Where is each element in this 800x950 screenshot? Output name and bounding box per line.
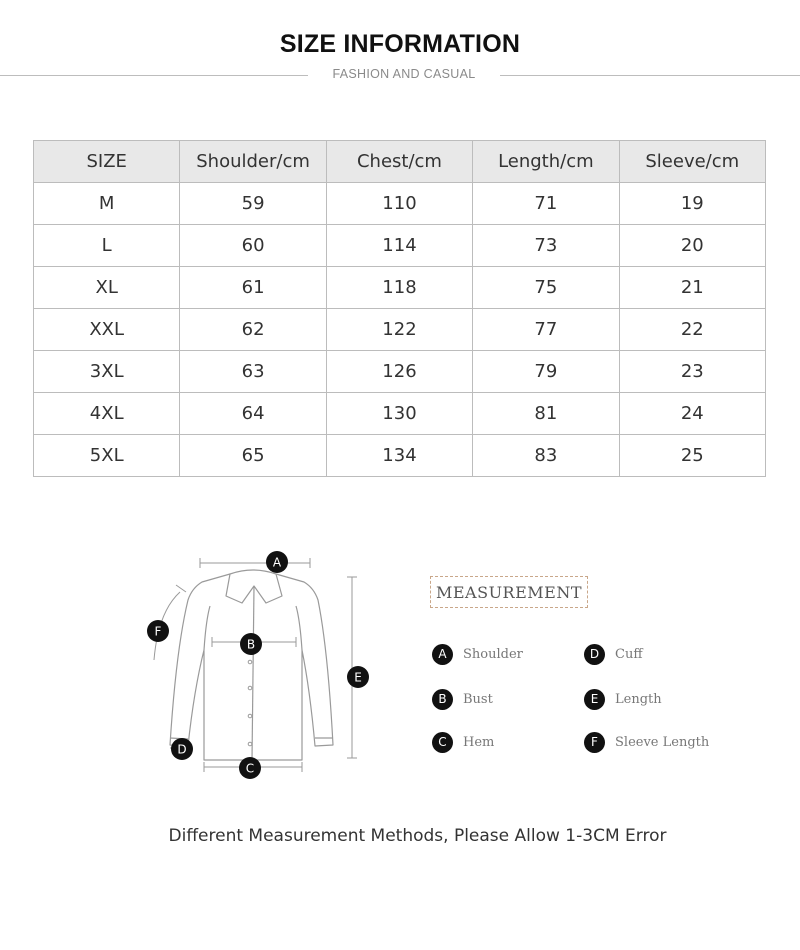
marker-a	[266, 551, 288, 573]
cell-shoulder: 62	[180, 309, 326, 351]
table-row	[34, 393, 766, 435]
svg-text:A: A	[272, 555, 282, 570]
marker-d	[171, 738, 193, 760]
measurement-error-note: Different Measurement Methods, Please Allow 1-3CM Error	[168, 826, 667, 846]
cell-sleeve: 22	[619, 309, 765, 351]
table-row	[34, 225, 766, 267]
cell-size: 3XL	[34, 351, 180, 393]
shirt-outline	[170, 570, 333, 760]
cell-sleeve: 19	[619, 183, 765, 225]
legend-item-cuff	[584, 643, 643, 665]
cell-size: M	[34, 183, 180, 225]
cell-length: 75	[473, 267, 619, 309]
measure-markers	[147, 551, 369, 779]
legend-marker-f: F	[584, 732, 605, 753]
cell-shoulder: 63	[180, 351, 326, 393]
legend-label-hem: Hem	[463, 734, 495, 750]
svg-text:C: C	[245, 761, 255, 776]
legend-label-sleeve-length: Sleeve Length	[615, 734, 710, 750]
cell-sleeve: 23	[619, 351, 765, 393]
cell-shoulder: 61	[180, 267, 326, 309]
cell-length: 71	[473, 183, 619, 225]
svg-text:F: F	[154, 624, 162, 639]
cell-size: L	[34, 225, 180, 267]
legend-label-length: Length	[615, 691, 662, 707]
legend-item-length	[584, 688, 662, 710]
legend-item-bust	[432, 688, 493, 710]
table-row	[34, 183, 766, 225]
cell-size: XXL	[34, 309, 180, 351]
cell-shoulder: 65	[180, 435, 326, 477]
table-row	[34, 267, 766, 309]
header-sleeve: Sleeve/cm	[619, 141, 765, 183]
header-size: SIZE	[34, 141, 180, 183]
page-title: SIZE INFORMATION	[279, 30, 521, 58]
legend-marker-c: C	[432, 732, 453, 753]
marker-f	[147, 620, 169, 642]
legend-label-cuff: Cuff	[615, 646, 643, 662]
shirt-measurement-diagram	[140, 540, 380, 790]
cell-sleeve: 20	[619, 225, 765, 267]
measurement-title: MEASUREMENT	[430, 576, 588, 608]
cell-chest: 122	[326, 309, 472, 351]
marker-e	[347, 666, 369, 688]
cell-sleeve: 21	[619, 267, 765, 309]
cell-chest: 130	[326, 393, 472, 435]
header-shoulder: Shoulder/cm	[180, 141, 326, 183]
marker-c	[239, 757, 261, 779]
cell-length: 79	[473, 351, 619, 393]
legend-marker-d: D	[584, 644, 605, 665]
cell-shoulder: 60	[180, 225, 326, 267]
legend-item-sleeve-length	[584, 731, 709, 753]
header-chest: Chest/cm	[326, 141, 472, 183]
cell-length: 77	[473, 309, 619, 351]
table-row	[34, 309, 766, 351]
legend-marker-b: B	[432, 689, 453, 710]
legend-marker-e: E	[584, 689, 605, 710]
cell-chest: 126	[326, 351, 472, 393]
table-header-row	[34, 141, 766, 183]
svg-text:E: E	[354, 670, 362, 685]
cell-chest: 118	[326, 267, 472, 309]
legend-label-shoulder: Shoulder	[463, 646, 523, 662]
cell-size: XL	[34, 267, 180, 309]
subtitle-row	[0, 66, 800, 86]
svg-text:B: B	[246, 637, 256, 652]
page-subtitle: FASHION AND CASUAL	[332, 67, 476, 81]
legend-marker-a: A	[432, 644, 453, 665]
divider-right	[500, 75, 800, 76]
legend-item-hem	[432, 731, 494, 753]
marker-b	[240, 633, 262, 655]
cell-chest: 114	[326, 225, 472, 267]
cell-sleeve: 25	[619, 435, 765, 477]
size-table	[33, 140, 766, 477]
cell-shoulder: 59	[180, 183, 326, 225]
divider-left	[0, 75, 308, 76]
table-row	[34, 435, 766, 477]
svg-text:D: D	[177, 742, 187, 757]
legend-label-bust: Bust	[463, 691, 493, 707]
header-length: Length/cm	[473, 141, 619, 183]
cell-shoulder: 64	[180, 393, 326, 435]
cell-sleeve: 24	[619, 393, 765, 435]
table-row	[34, 351, 766, 393]
cell-size: 5XL	[34, 435, 180, 477]
cell-length: 83	[473, 435, 619, 477]
cell-chest: 134	[326, 435, 472, 477]
cell-size: 4XL	[34, 393, 180, 435]
cell-length: 81	[473, 393, 619, 435]
cell-chest: 110	[326, 183, 472, 225]
legend-item-shoulder	[432, 643, 523, 665]
cell-length: 73	[473, 225, 619, 267]
